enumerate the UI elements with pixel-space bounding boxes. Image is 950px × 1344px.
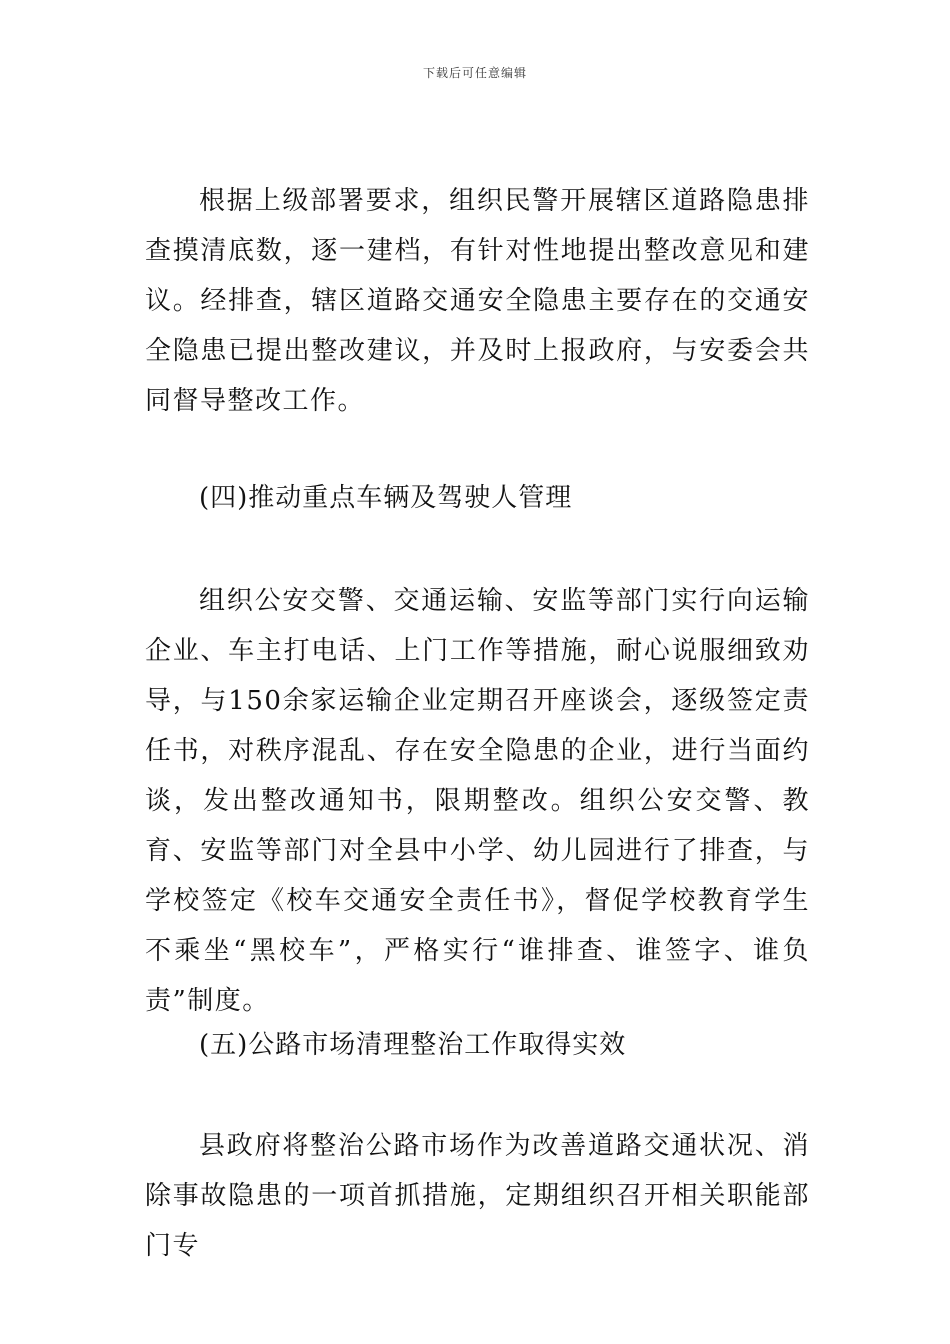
paragraph-highway-market-rectification: 县政府将整治公路市场作为改善道路交通状况、消除事故隐患的一项首抓措施，定期组织召开相关职能部门专 <box>145 1131 810 1261</box>
section-heading-4: (四)推动重点车辆及驾驶人管理 <box>199 483 573 513</box>
page-header-note: 下载后可任意编辑 <box>422 66 527 80</box>
paragraph-road-hazard-inspection: 根据上级部署要求，组织民警开展辖区道路隐患排查摸清底数，逐一建档，有针对性地提出整改意见和建议。经排查，辖区道路交通安全隐患主要存在的交通安全隐患已提出整改建议，并及时上报政府，与安委会共同督导整改工作。 <box>145 186 810 416</box>
paragraph-key-vehicle-management: 组织公安交警、交通运输、安监等部门实行向运输企业、车主打电话、上门工作等措施，耐心说服细致劝导，与150余家运输企业定期召开座谈会，逐级签定责任书，对秩序混乱、存在安全隐患的企业，进行当面约谈，发出整改通知书，限期整改。组织公安交警、教育、安监等部门对全县中小学、幼儿园进行了排查，与学校签定《校车交通安全责任书》，督促学校教育学生不乘坐“黑校车”，严格实行“谁排查、谁签字、谁负责”制度。 <box>145 586 810 1016</box>
section-heading-5: (五)公路市场清理整治工作取得实效 <box>199 1030 627 1060</box>
